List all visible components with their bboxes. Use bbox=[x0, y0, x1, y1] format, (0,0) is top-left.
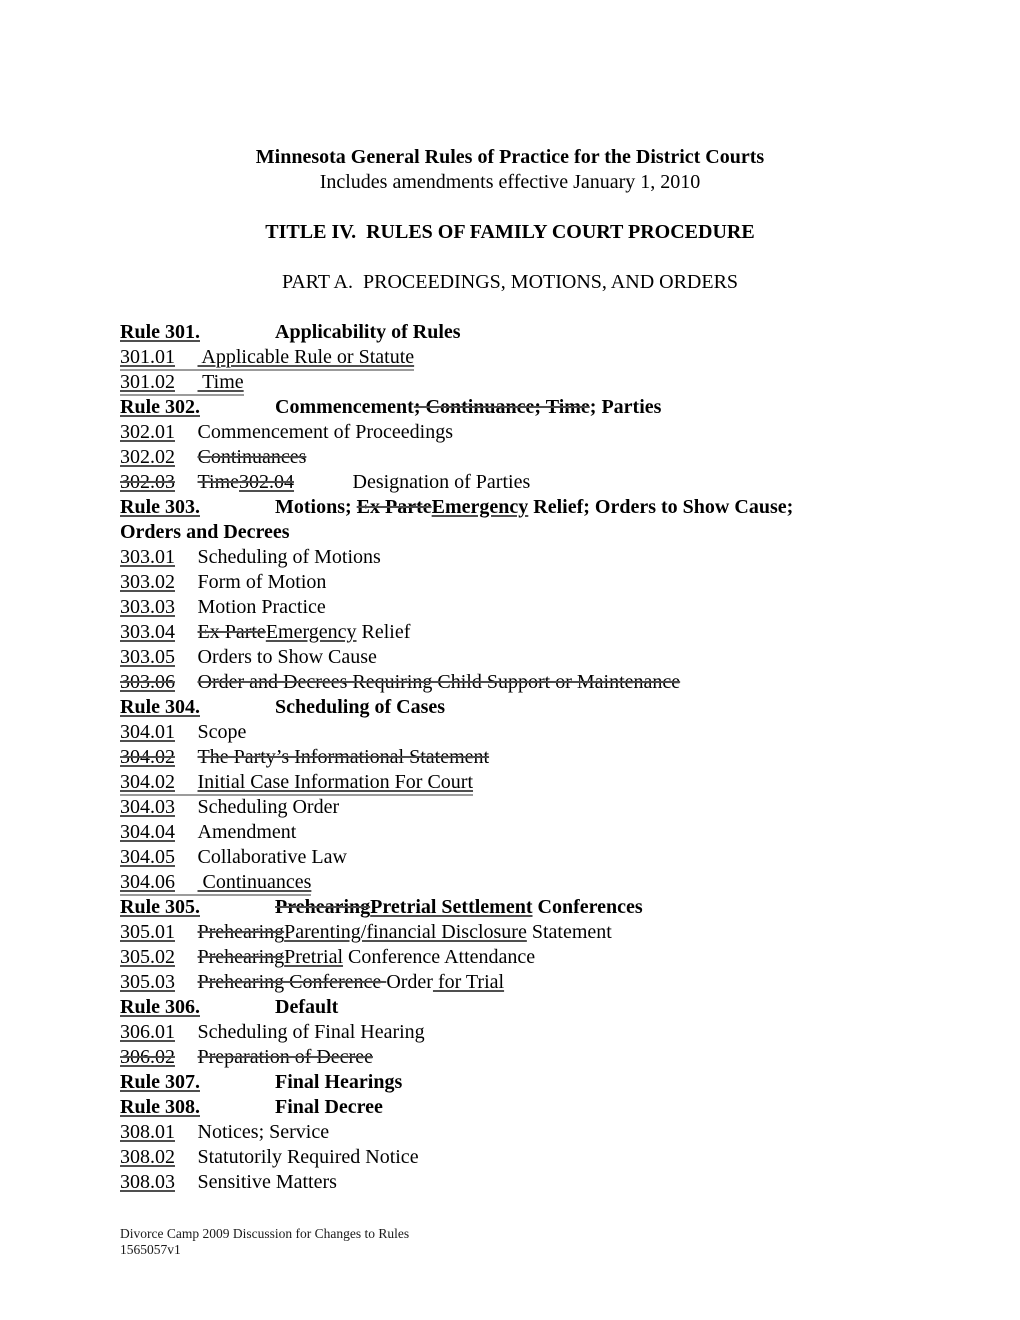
toc-segment: Rule 301. bbox=[120, 321, 200, 343]
document-body bbox=[120, 145, 900, 1195]
toc-segment: 304.02 Initial Case Information For Court bbox=[120, 771, 473, 796]
toc-segment: Form of Motion bbox=[175, 571, 327, 593]
toc-segment: Scheduling of Motions bbox=[175, 546, 381, 568]
blank-line bbox=[120, 195, 900, 220]
toc-line bbox=[120, 1145, 900, 1170]
toc-segment: ; Parties bbox=[589, 396, 662, 418]
part-a-heading: PART A. PROCEEDINGS, MOTIONS, AND ORDERS bbox=[281, 271, 739, 293]
toc-segment: Motion Practice bbox=[175, 596, 326, 618]
toc-segment: 308.02 bbox=[120, 1146, 175, 1168]
toc-segment: Notices; Service bbox=[175, 1121, 330, 1143]
toc-line bbox=[120, 420, 900, 445]
toc-line bbox=[120, 895, 900, 920]
toc-segment: 302.03 bbox=[120, 471, 175, 493]
toc-segment: Prehearing bbox=[275, 896, 371, 918]
toc-line bbox=[120, 1045, 900, 1070]
toc-segment: Conferences bbox=[532, 896, 643, 918]
toc-segment: Emergency bbox=[265, 621, 357, 643]
toc-segment: Continuances bbox=[197, 446, 307, 468]
toc-line bbox=[120, 1020, 900, 1045]
toc-line bbox=[120, 970, 900, 995]
toc-segment: 304.02 bbox=[120, 746, 175, 768]
toc-segment: 304.06 Continuances bbox=[120, 871, 311, 896]
toc-segment: 303.02 bbox=[120, 571, 175, 593]
toc-line bbox=[120, 870, 900, 895]
toc-segment bbox=[175, 621, 198, 643]
toc-segment: 301.02 Time bbox=[120, 371, 244, 396]
toc-segment: Final Decree bbox=[200, 1096, 383, 1118]
toc-segment: Statutorily Required Notice bbox=[175, 1146, 419, 1168]
blank-line bbox=[120, 245, 900, 270]
toc-line bbox=[120, 695, 900, 720]
toc-segment: Sensitive Matters bbox=[175, 1171, 337, 1193]
toc-segment: Rule 303. bbox=[120, 496, 200, 518]
footer-version-number: 1565057v1 bbox=[120, 1242, 181, 1257]
toc-segment: The Party’s Informational Statement bbox=[175, 746, 490, 768]
toc-segment: Rule 304. bbox=[120, 696, 200, 718]
toc-segment: 302.04 bbox=[239, 471, 295, 493]
toc-line bbox=[120, 670, 900, 695]
toc-segment: Pretrial bbox=[284, 946, 344, 968]
toc-segment: 308.01 bbox=[120, 1121, 175, 1143]
toc-segment: 303.05 bbox=[120, 646, 175, 668]
toc-segment bbox=[175, 446, 198, 468]
toc-segment: Relief; Orders to Show Cause; bbox=[528, 496, 794, 518]
toc-segment: Rule 306. bbox=[120, 996, 200, 1018]
toc-segment: 303.01 bbox=[120, 546, 175, 568]
toc-line bbox=[120, 570, 900, 595]
toc-segment: Final Hearings bbox=[200, 1071, 403, 1093]
toc-segment: 305.01 bbox=[120, 921, 175, 943]
footer-doc-label: Divorce Camp 2009 Discussion for Changes to Rules bbox=[120, 1226, 410, 1241]
toc-segment: 305.03 bbox=[120, 971, 175, 993]
document-title: Minnesota General Rules of Practice for the District Courts bbox=[255, 146, 765, 168]
page-footer bbox=[120, 1226, 409, 1258]
toc-line bbox=[120, 920, 900, 945]
toc-segment: 305.02 bbox=[120, 946, 175, 968]
toc-segment: Time bbox=[175, 471, 240, 493]
toc-segment bbox=[200, 896, 275, 918]
toc-segment: 306.01 bbox=[120, 1021, 175, 1043]
toc-segment: 304.05 bbox=[120, 846, 175, 868]
toc-segment: Orders and Decrees bbox=[120, 521, 290, 543]
toc-line bbox=[120, 1070, 900, 1095]
toc-line bbox=[120, 995, 900, 1020]
toc-line bbox=[120, 820, 900, 845]
toc-line bbox=[120, 620, 900, 645]
toc-segment: Commencement of Proceedings bbox=[175, 421, 453, 443]
toc-line bbox=[120, 720, 900, 745]
toc-line bbox=[120, 495, 900, 520]
toc-segment: Collaborative Law bbox=[175, 846, 347, 868]
toc-segment: Amendment bbox=[175, 821, 297, 843]
blank-line bbox=[120, 295, 900, 320]
toc-segment: 303.06 bbox=[120, 671, 175, 693]
toc-segment: Prehearing Conference bbox=[197, 971, 387, 993]
toc-segment: Applicability of Rules bbox=[275, 321, 461, 343]
toc-segment: Emergency bbox=[431, 496, 529, 518]
toc-segment: 308.03 bbox=[120, 1171, 175, 1193]
toc-segment: Conference Attendance bbox=[343, 946, 536, 968]
toc-segment bbox=[175, 971, 198, 993]
table-of-contents bbox=[120, 320, 900, 1195]
toc-segment: 304.03 bbox=[120, 796, 175, 818]
toc-line bbox=[120, 645, 900, 670]
toc-segment: Order bbox=[386, 971, 433, 993]
toc-segment: Preparation of Decree bbox=[175, 1046, 373, 1068]
document-subtitle: Includes amendments effective January 1, 2010 bbox=[319, 171, 701, 193]
toc-segment: Designation of Parties bbox=[352, 471, 531, 493]
toc-segment: 304.04 bbox=[120, 821, 175, 843]
toc-segment: for Trial bbox=[432, 971, 505, 993]
toc-segment: Prehearing bbox=[197, 921, 285, 943]
toc-segment: Order and Decrees Requiring Child Support or Maintenance bbox=[175, 671, 681, 693]
title-iv-heading: TITLE IV. RULES OF FAMILY COURT PROCEDURE bbox=[265, 221, 755, 243]
toc-segment: Scope bbox=[175, 721, 247, 743]
toc-segment: Scheduling Order bbox=[175, 796, 340, 818]
toc-segment: Scheduling of Cases bbox=[200, 696, 446, 718]
toc-line bbox=[120, 395, 900, 420]
toc-segment: 302.01 bbox=[120, 421, 175, 443]
toc-line bbox=[120, 770, 900, 795]
toc-segment: Commencement bbox=[200, 396, 414, 418]
toc-line bbox=[120, 595, 900, 620]
toc-line bbox=[120, 370, 900, 395]
toc-line bbox=[120, 545, 900, 570]
toc-line bbox=[120, 1170, 900, 1195]
toc-segment: Parenting/financial Disclosure bbox=[284, 921, 527, 943]
toc-segment bbox=[200, 321, 275, 343]
toc-segment: Rule 307. bbox=[120, 1071, 200, 1093]
toc-segment: 304.01 bbox=[120, 721, 175, 743]
toc-segment bbox=[294, 471, 352, 493]
toc-segment: 303.03 bbox=[120, 596, 175, 618]
toc-segment: 301.01 Applicable Rule or Statute bbox=[120, 346, 414, 371]
toc-line bbox=[120, 845, 900, 870]
toc-segment: Rule 305. bbox=[120, 896, 200, 918]
toc-segment: Scheduling of Final Hearing bbox=[175, 1021, 425, 1043]
toc-segment: Pretrial Settlement bbox=[370, 896, 533, 918]
toc-segment: ; Continuance; Time bbox=[413, 396, 590, 418]
toc-segment: Rule 302. bbox=[120, 396, 200, 418]
toc-line bbox=[120, 470, 900, 495]
toc-line bbox=[120, 945, 900, 970]
toc-line bbox=[120, 1120, 900, 1145]
toc-segment: 306.02 bbox=[120, 1046, 175, 1068]
toc-line bbox=[120, 320, 900, 345]
toc-line bbox=[120, 1095, 900, 1120]
toc-segment bbox=[175, 921, 198, 943]
toc-segment: Motions; bbox=[200, 496, 357, 518]
toc-line bbox=[120, 520, 900, 545]
toc-segment: Ex Parte bbox=[356, 496, 432, 518]
toc-segment: Orders to Show Cause bbox=[175, 646, 377, 668]
toc-segment: Prehearing bbox=[197, 946, 285, 968]
toc-segment: Statement bbox=[526, 921, 612, 943]
toc-line bbox=[120, 795, 900, 820]
toc-segment: 302.02 bbox=[120, 446, 175, 468]
toc-segment: Default bbox=[200, 996, 339, 1018]
toc-segment: Rule 308. bbox=[120, 1096, 200, 1118]
toc-line bbox=[120, 445, 900, 470]
toc-line bbox=[120, 345, 900, 370]
toc-segment: 303.04 bbox=[120, 621, 175, 643]
toc-line bbox=[120, 745, 900, 770]
toc-segment: Ex Parte bbox=[197, 621, 266, 643]
toc-segment bbox=[175, 946, 198, 968]
toc-segment: Relief bbox=[356, 621, 411, 643]
